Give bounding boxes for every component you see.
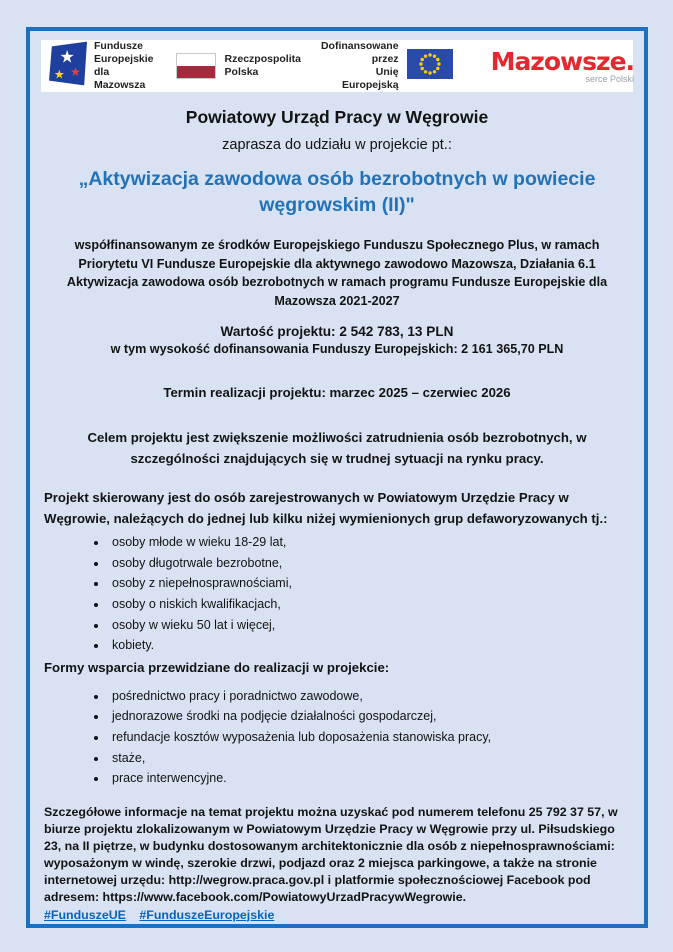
project-timeline: Termin realizacji projektu: marzec 2025 – czerwiec 2026 <box>163 385 511 401</box>
list-item: • refundacje kosztów wyposażenia lub doposażenia stanowiska pracy, <box>108 727 632 748</box>
poland-logo-label: Rzeczpospolita Polska <box>224 52 301 78</box>
cofinancing-line: w tym wysokość dofinansowania Funduszy Europejskich: 2 161 365,70 PLN <box>110 342 564 357</box>
list-item: • osoby młode w wieku 18-29 lat, <box>108 532 632 553</box>
target-groups-intro: Projekt skierowany jest do osób zarejestrowanych w Powiatowym Urzędzie Pracy w Węgrowie, należących do jednej lub kilku niżej wymienionych grup defaworyzowanych tj.: <box>44 490 608 526</box>
support-forms-heading: Formy wsparcia przewidziane do realizacji w projekcie: <box>44 659 390 675</box>
project-value-line: Wartość projektu: 2 542 783, 13 PLN <box>220 324 454 340</box>
organization-title: Powiatowy Urząd Pracy w Węgrowie <box>185 107 489 127</box>
list-item: • osoby o niskich kwalifikacjach, <box>108 594 632 615</box>
project-title: „Aktywizacja zawodowa osób bezrobotnych w powiecie węgrowskim (II)" <box>78 168 596 217</box>
fe-logo-label: Fundusze Europejskie dla Mazowsza <box>94 39 154 92</box>
support-forms-list <box>42 686 632 789</box>
list-item: • osoby z niepełnosprawnościami, <box>108 573 632 594</box>
eu-flag-icon <box>407 49 453 84</box>
svg-text:★: ★ <box>69 64 81 79</box>
target-groups-list <box>42 532 632 656</box>
mazowsze-logo <box>490 46 635 84</box>
poland-flag-icon <box>176 53 216 79</box>
list-item: • pośrednictwo pracy i poradnictwo zawodowe, <box>108 686 632 707</box>
list-item: • staże, <box>108 748 632 769</box>
poster-border-frame <box>26 27 648 928</box>
list-item: • osoby długotrwale bezrobotne, <box>108 553 632 574</box>
poster-content <box>30 107 644 922</box>
funding-logo-strip <box>41 40 633 92</box>
svg-text:★: ★ <box>59 47 75 68</box>
hashtag-fundusze-europejskie-link[interactable]: #FunduszeEuropejskie <box>139 907 275 922</box>
hashtags-row <box>44 908 630 922</box>
invitation-line: zaprasza do udziału w projekcie pt.: <box>222 137 452 153</box>
list-item: • jednorazowe środki na podjęcie działalności gospodarczej, <box>108 706 632 727</box>
fe-stars-flag-icon <box>49 41 87 91</box>
mazowsze-logo-wordmark: Mazowsze. <box>490 46 635 76</box>
poland-logo <box>176 53 301 79</box>
list-item: • kobiety. <box>108 635 632 656</box>
eu-funding-logo <box>321 40 453 93</box>
contact-paragraph: Szczegółowe informacje na temat projektu można uzyskać pod numerem telefonu 25 792 37 57, w biurze projektu zlokalizowanym w Powiatowym Urzędzie Pracy w Węgrowie przy ul. Piłsudskiego 23, na II piętrze, w budynku dostosowanym architektonicznie dla osób z niepełnosprawnościami: wyposażonym w windę, szerokie drzwi, podjazd oraz 2 miejsca parkingowe, a także na stronie internetowej urzędu: http://wegrow.praca.gov.pl i platformie społecznościowej Facebook pod adresem: https://www.facebook.com/PowiatowyUrzadPracywWegrowie. <box>44 804 618 905</box>
hashtag-fundusze-ue-link[interactable]: #FunduszeUE <box>44 907 126 922</box>
svg-text:★: ★ <box>53 67 65 82</box>
eu-logo-label: Dofinansowane przez Unię Europejską <box>320 39 399 92</box>
mazowsze-logo-tagline: serce Polski <box>585 73 635 84</box>
funding-paragraph: współfinansowanym ze środków Europejskiego Funduszu Społecznego Plus, w ramach Priorytetu VI Fundusze Europejskie dla aktywnego zawodowo Mazowsza, Działania 6.1 Aktywizacja zawodowa osób bezrobotnych w ramach programu Fundusze Europejskie dla Mazowsza 2021-2027 <box>66 237 608 309</box>
project-goal: Celem projektu jest zwiększenie możliwości zatrudnienia osób bezrobotnych, w szczególności znajdujących się w trudnej sytuacji na rynku pracy. <box>87 430 587 466</box>
list-item: • osoby w wieku 50 lat i więcej, <box>108 615 632 636</box>
list-item: • prace interwencyjne. <box>108 768 632 789</box>
fe-mazowsza-logo <box>49 40 154 93</box>
